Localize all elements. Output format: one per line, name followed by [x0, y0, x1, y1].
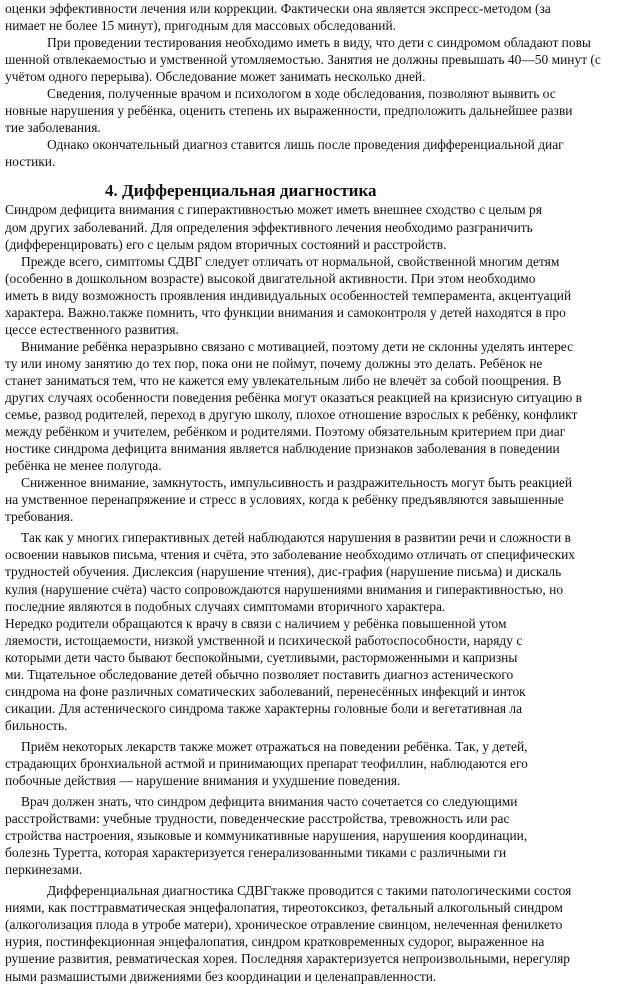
section-title: 4. Дифференциальная диагностика: [105, 181, 377, 201]
paragraph-express-method: оценки эффективности лечения или коррекции. Фактически она является экспресс-методом (за нимает не более 15 минут), пригодным для массовых обследований.: [5, 1, 551, 34]
paragraph-stress: Сниженное внимание, замкнутость, импульсивность и раздражительность могут быть реакцией на умственное перенапряжение и стресс в условиях, когда к ребёнку предъявляются завышенные требования.: [5, 475, 573, 525]
paragraph-final-diagnosis: Однако окончательный диагноз ставится лишь после проведения дифференциальной диаг ностики.: [5, 137, 564, 170]
paragraph-motivation: Внимание ребёнка неразрывно связано с мотивацией, поэтому дети не склонны уделять интерес ту или иному занятию до тех пор, пока они не поймут, почему должны это делать. Ребёнок не станет заниматься тем, что не кажется ему увлекательным либо не влечёт за собой поощрения. В других случаях особенности поведения ребёнка могут оказаться реакцией на кризисную ситуацию в семье, развод родителей, переход в другую школу, плохое отношение взрослых к ребёнку, конфликт между ребёнком и учителем, ребёнком и родителями. Поэтому обязательным критерием при диаг ностике синдрома дефицита внимания является наблюдение признаков заболевания в поведении ребёнка не менее полугода.: [5, 338, 583, 474]
paragraph-normal-activity: Прежде всего, симптомы СДВГ следует отличать от нормальной, свойственной многим детям (особенно в дошкольном возрасте) высокой двигательной активности. При этом необходимо иметь в виду возможность проявления индивидуальных особенностей темперамента, акцентуаций характера. Важно.также помнить, что функции внимания и самоконтроля у детей находятся в про цессе естественного развития.: [5, 253, 572, 337]
paragraph-learning-difficulties: Так как у многих гиперактивных детей наблюдаются нарушения в развитии речи и сложности в освоении навыков письма, чтения и счёта, это заболевание необходимо отличать от специфических трудностей обучения. Дислексия (нарушение чтения), дис-графия (нарушение письма) и дискаль кулия (нарушение счёта) часто сопровождаются нарушениями внимания и гиперактивностью, но последние являются в подобных случаях симптомами вторичного характера.: [5, 530, 576, 614]
paragraph-differential-conditions: Дифференциальная диагностика СДВГтакже проводится с такими патологическими состоя ниями, как посттравматическая энцефалопатия, тиреотоксикоз, фетальный алкогольный синдром (алкоголизация плода в утробе матери), хроническое отравление свинцом, нелеченная фенилкето нурия, постинфекционная энцефалопатия, синдром кратковременных судорог, выраженное на рушение развития, ревматическая хорея. Последняя характеризуется непроизвольными, нерегуляр ными размашистыми движениями без координации и целенаправленности.: [5, 883, 572, 984]
paragraph-medications: Приём некоторых лекарств также может отражаться на поведении ребёнка. Так, у детей, страдающих бронхиальной астмой и принимающих препарат теофиллин, наблюдаются его побочные действия — нарушение внимания и ухудшение поведения.: [5, 738, 528, 789]
paragraph-adhd-similarity: Синдром дефицита внимания с гиперактивностью может иметь внешнее сходство с целым ря дом других заболеваний. Для определения эффективного лечения необходимо разграничить (дифференцировать) его с целым рядом вторичных состояний и расстройств.: [5, 202, 542, 252]
paragraph-asthenic-syndrome: Нередко родители обращаются к врачу в связи с наличием у ребёнка повышенной утом ляемости, истощаемости, низкой умственной и психической работоспособности, наряду с которыми дети часто бывают беспокойными, суетливыми, расторможенными и капризны ми. Тщательное обследование детей обычно позволяет поставить диагноз астенического синдрома на фоне различных соматических заболеваний, перенесённых инфекций и инток сикации. Для астенического синдрома также характерны головные боли и вегетативная ла бильность.: [5, 615, 526, 733]
paragraph-findings: Сведения, полученные врачом и психологом в ходе обследования, позволяют выявить ос новные нарушения у ребёнка, оценить степень их выраженности, предположить дальнейшее разви тие заболевания.: [5, 86, 573, 136]
paragraph-comorbid-disorders: Врач должен знать, что синдром дефицита внимания часто сочетается со следующими расстройствами: учебные трудности, поведенческие расстройства, тревожность или рас стройства настроения, языковые и коммуникативные нарушения, нарушения координации, болезнь Туретта, которая характеризуется генерализованными тиками с различными ги перкинезами.: [5, 794, 528, 878]
paragraph-testing: При проведении тестирования необходимо иметь в виду, что дети с синдромом обладают повы шенной отвлекаемостью и умственной утомляемостью. Занятия не должны превышать 40—50 минут (с учётом одного перерыва). Обследование может занимать несколько дней.: [5, 35, 601, 85]
